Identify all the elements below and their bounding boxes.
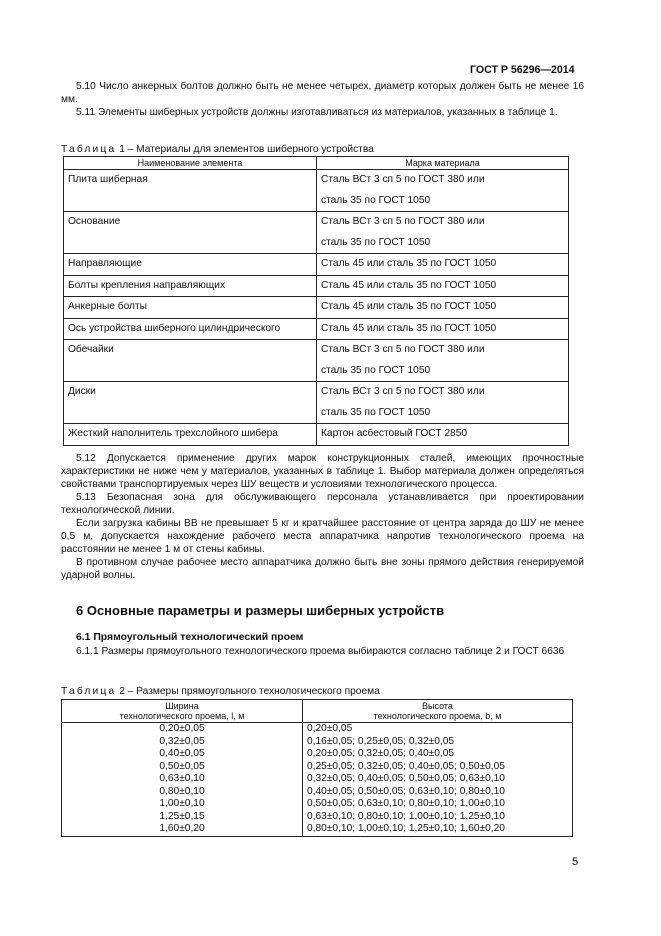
table2-caption-text: 2 – Размеры прямоугольного технологического проема — [119, 686, 380, 697]
table-row — [64, 382, 569, 424]
paragraphs-top — [61, 80, 584, 119]
element-name-cell: Ось устройства шиберного цилиндрического — [64, 318, 317, 340]
material-line: Сталь 45 или сталь 35 по ГОСТ 1050 — [321, 258, 497, 269]
table-row — [62, 798, 573, 811]
material-line: Сталь ВСт 3 сп 5 по ГОСТ 380 или — [321, 344, 485, 355]
table2-header-height-line1: Высота — [422, 701, 453, 711]
material-cell — [317, 212, 569, 254]
material-cell — [317, 382, 569, 424]
element-name-cell: Жесткий наполнитель трехслойного шибера — [64, 424, 317, 446]
material-line: Сталь 45 или сталь 35 по ГОСТ 1050 — [321, 322, 497, 334]
width-cell: 1,25±0,15 — [62, 811, 303, 824]
element-name-cell: Диски — [64, 382, 317, 424]
table1-caption-prefix: Таблица — [61, 144, 117, 155]
paragraph-load: Если загрузка кабины ВВ не превышает 5 кг и кратчайшее расстояние от центра заряда до ШУ не менее 0,5 м, допускается нахождение рабочего места аппаратчика напротив технологического проема на расстоянии не менее 1 м от стены кабины. — [61, 518, 584, 555]
width-cell: 0,80±0,10 — [62, 786, 303, 799]
table2-header-width-line1: Ширина — [165, 701, 199, 711]
width-cell: 0,50±0,05 — [62, 761, 303, 774]
material-line: Сталь ВСт 3 сп 5 по ГОСТ 380 или — [321, 174, 485, 185]
material-cell — [317, 297, 569, 319]
section-6-title: 6 Основные параметры и размеры шиберных устройств — [76, 603, 445, 618]
opening-sizes-table — [61, 699, 573, 837]
table-row — [64, 170, 569, 212]
element-name-cell: Анкерные болты — [64, 297, 317, 319]
paragraph-6-1-1-wrap — [61, 645, 584, 658]
height-cell: 0,16±0,05; 0,25±0,05; 0,32±0,05 — [303, 736, 573, 749]
table-row — [64, 340, 569, 382]
table2-body — [62, 723, 573, 837]
element-name-cell: Основание — [64, 212, 317, 254]
table2-header-height-line2: технологического проема, b, м — [373, 711, 502, 721]
table-row — [64, 297, 569, 319]
width-cell: 0,32±0,05 — [62, 736, 303, 749]
table-row — [64, 318, 569, 340]
table-row — [62, 761, 573, 774]
table-row — [64, 424, 569, 446]
material-line: Сталь ВСт 3 сп 5 по ГОСТ 380 или — [321, 216, 485, 227]
material-cell — [317, 424, 569, 446]
material-cell — [317, 340, 569, 382]
table-row — [62, 748, 573, 761]
table1-header-element: Наименование элемента — [64, 157, 317, 170]
material-line: сталь 35 по ГОСТ 1050 — [321, 194, 431, 206]
table-row — [62, 823, 573, 836]
height-cell: 0,63±0,10; 0,80±0,10; 1,00±0,10; 1,25±0,10 — [303, 811, 573, 824]
materials-table — [63, 156, 569, 446]
material-line: сталь 35 по ГОСТ 1050 — [321, 364, 431, 376]
table1-caption-text: 1 – Материалы для элементов шиберного устройства — [119, 144, 374, 155]
material-cell — [317, 275, 569, 297]
table-row — [64, 212, 569, 254]
paragraph-5-12: 5.12 Допускается применение других марок конструкционных сталей, имеющих прочностные характеристики не ниже чем у материалов, указанных в таблице 1. Выбор материала должен определяться свойствами транспортируемых через ШУ веществ и условиями технологического процесса. — [61, 453, 584, 490]
table-row — [62, 786, 573, 799]
element-name-cell: Болты крепления направляющих — [64, 275, 317, 297]
height-cell: 0,80±0,10; 1,00±0,10; 1,25±0,10; 1,60±0,20 — [303, 823, 573, 836]
table2-caption — [61, 686, 380, 697]
width-cell: 0,63±0,10 — [62, 773, 303, 786]
paragraph-5-13: 5.13 Безопасная зона для обслуживающего персонала устанавливается при проектировании технологической линии. — [61, 492, 584, 516]
width-cell: 1,60±0,20 — [62, 823, 303, 836]
table-row — [62, 736, 573, 749]
table2-header-width-line2: технологического проема, l, м — [119, 711, 245, 721]
table2-header-width — [62, 700, 303, 723]
paragraph-5-11: 5.11 Элементы шиберных устройств должны изготавливаться из материалов, указанных в таблице 1. — [76, 107, 558, 118]
height-cell: 0,32±0,05; 0,40±0,05; 0,50±0,05; 0,63±0,10 — [303, 773, 573, 786]
material-line: сталь 35 по ГОСТ 1050 — [321, 406, 431, 418]
table-row — [62, 773, 573, 786]
material-line: сталь 35 по ГОСТ 1050 — [321, 236, 431, 248]
table1-header-material: Марка материала — [317, 157, 569, 170]
table1-caption — [61, 144, 374, 155]
material-cell — [317, 170, 569, 212]
material-line: Сталь ВСт 3 сп 5 по ГОСТ 380 или — [321, 386, 485, 397]
height-cell: 0,20±0,05 — [303, 723, 573, 736]
table-row — [64, 254, 569, 276]
material-line: Картон асбестовый ГОСТ 2850 — [321, 428, 468, 439]
element-name-cell: Обечайки — [64, 340, 317, 382]
height-cell: 0,20±0,05; 0,32±0,05; 0,40±0,05 — [303, 748, 573, 761]
element-name-cell: Направляющие — [64, 254, 317, 276]
section-6-1-title: 6.1 Прямоугольный технологический проем — [76, 632, 304, 643]
width-cell: 0,40±0,05 — [62, 748, 303, 761]
table-row — [62, 723, 573, 736]
table2-header-height — [303, 700, 573, 723]
table1-body — [64, 170, 569, 446]
height-cell: 0,40±0,05; 0,50±0,05; 0,63±0,10; 0,80±0,10 — [303, 786, 573, 799]
material-cell — [317, 254, 569, 276]
height-cell: 0,50±0,05; 0,63±0,10; 0,80±0,10; 1,00±0,10 — [303, 798, 573, 811]
table-row — [64, 275, 569, 297]
document-code: ГОСТ Р 56296—2014 — [470, 64, 575, 76]
table-row — [62, 811, 573, 824]
width-cell: 1,00±0,10 — [62, 798, 303, 811]
element-name-cell: Плита шиберная — [64, 170, 317, 212]
material-line: Сталь 45 или сталь 35 по ГОСТ 1050 — [321, 279, 497, 291]
paragraphs-mid — [61, 452, 584, 582]
material-cell — [317, 318, 569, 340]
paragraph-6-1-1: 6.1.1 Размеры прямоугольного технологического проема выбираются согласно таблице 2 и ГОСТ 6636 — [76, 646, 565, 657]
table2-caption-prefix: Таблица — [61, 686, 117, 697]
paragraph-5-10: 5.10 Число анкерных болтов должно быть не менее четырех, диаметр которых должен быть не менее 16 мм. — [61, 81, 584, 105]
material-line: Сталь 45 или сталь 35 по ГОСТ 1050 — [321, 301, 497, 312]
width-cell: 0,20±0,05 — [62, 723, 303, 736]
page-number: 5 — [572, 856, 579, 868]
height-cell: 0,25±0,05; 0,32±0,05; 0,40±0,05; 0,50±0,05 — [303, 761, 573, 774]
paragraph-otherwise: В противном случае рабочее место аппаратчика должно быть вне зоны прямого действия генерируемой ударной волны. — [61, 557, 584, 581]
